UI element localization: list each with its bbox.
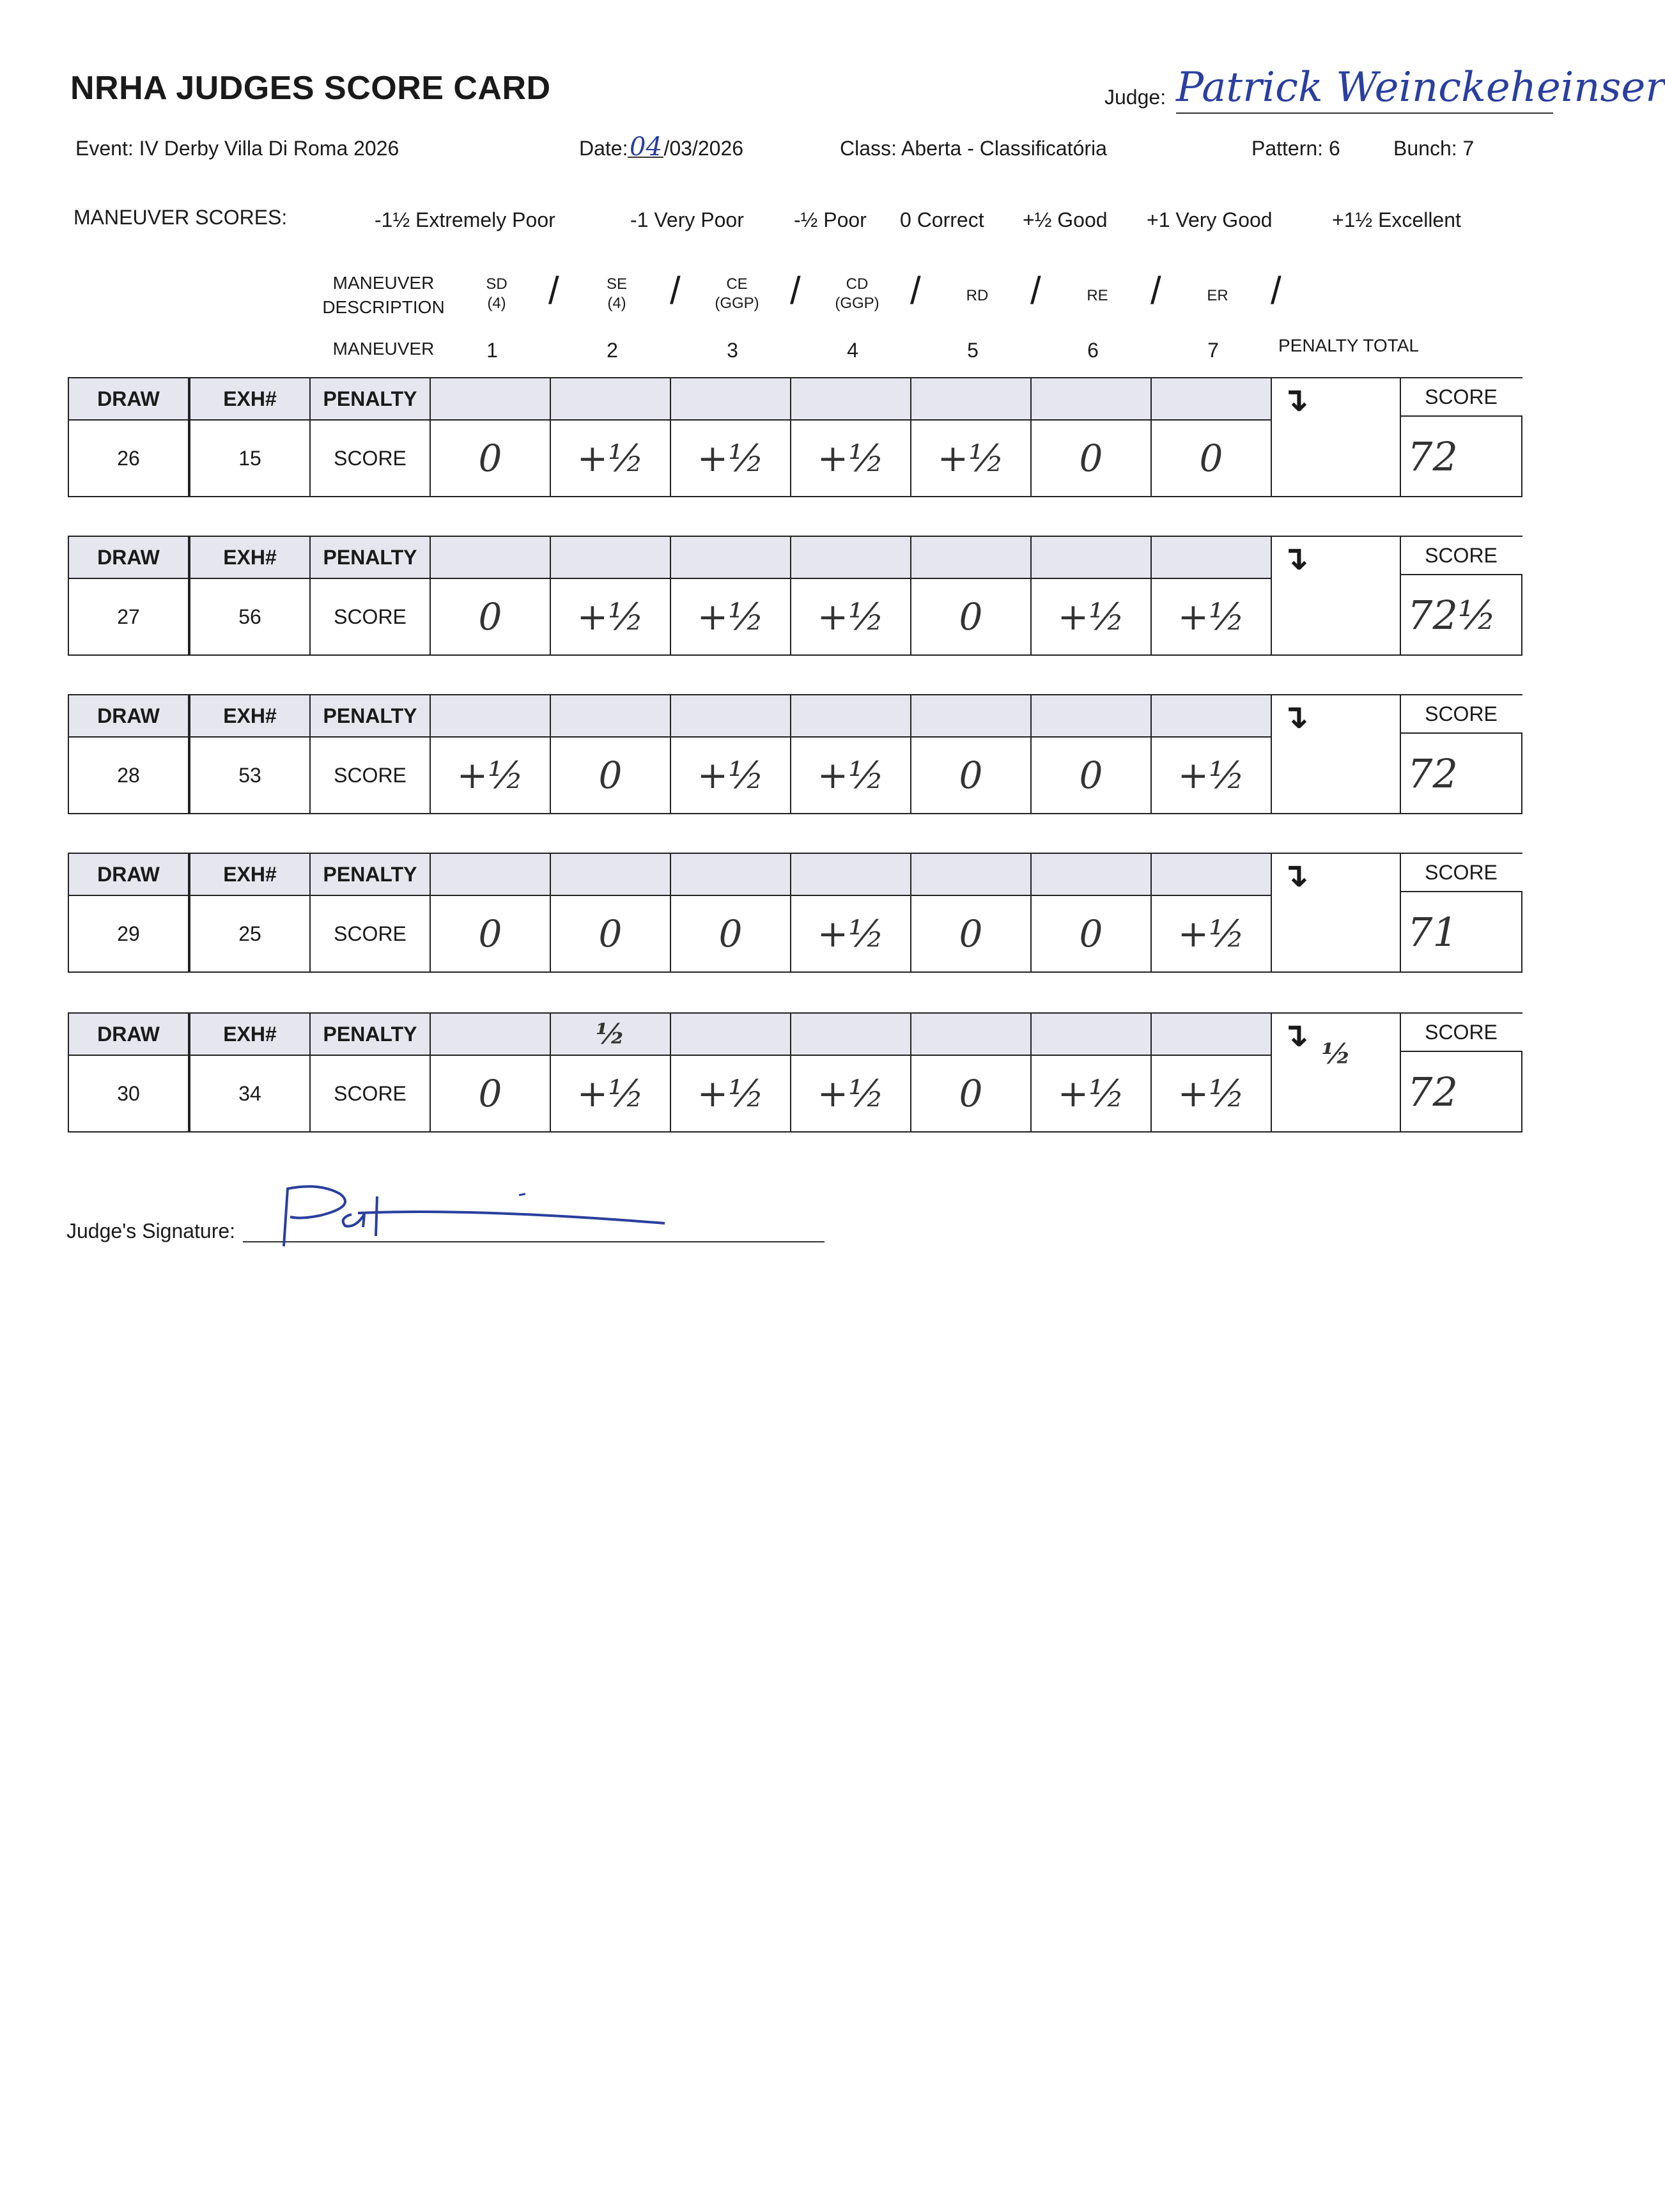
exh-header: EXH# [189,1012,311,1056]
maneuver-score-cell-1[interactable]: 0 [430,578,551,656]
penalty-cell-4[interactable] [790,694,911,738]
penalty-cell-1[interactable] [430,536,551,579]
exh-header: EXH# [189,536,311,579]
date-label: Date: [579,137,628,160]
maneuver-number-4: 4 [847,339,858,362]
penalty-cell-3[interactable] [670,1012,791,1056]
penalty-cell-2[interactable]: ½ [550,1012,671,1056]
maneuver-number-7: 7 [1207,339,1219,362]
score-card-entry [0,536,1565,657]
score-column-label: SCORE [1400,853,1522,891]
draw-header: DRAW [68,536,189,579]
score-card-entry [0,694,1565,816]
maneuver-code-7: ER [1207,287,1228,304]
draw-header: DRAW [68,853,189,896]
draw-header: DRAW [68,377,189,421]
legend-very-poor: -1 Very Poor [630,208,744,231]
signature-label: Judge's Signature: [66,1219,236,1242]
penalty-cell-6[interactable] [1030,377,1152,421]
score-row-label: SCORE [309,578,431,656]
penalty-total-label: PENALTY TOTAL [1278,336,1419,355]
maneuver-score-cell-4[interactable]: +½ [790,736,911,814]
pattern-info: Pattern: 6 [1251,137,1340,160]
legend-excellent: +1½ Excellent [1332,208,1461,231]
arrow-icon: ↴ [1281,382,1309,419]
legend-poor: -½ Poor [794,208,867,231]
maneuver-code-4: CD (GGP) [835,275,879,312]
penalty-cell-5[interactable] [910,377,1032,421]
maneuver-score-cell-1[interactable]: 0 [430,895,551,973]
penalty-cell-2[interactable] [550,853,671,896]
score-column-label: SCORE [1400,694,1522,732]
maneuver-score-cell-4[interactable]: +½ [790,1055,911,1133]
date-day-handwritten: 04 [628,137,663,158]
judge-name-handwritten: Patrick Weinckeheinser [1176,64,1665,111]
arrow-icon: ↴ [1281,857,1309,894]
penalty-cell-7[interactable] [1150,1012,1272,1056]
maneuver-score-cell-7[interactable]: +½ [1150,578,1272,656]
maneuver-code-1: SD (4) [486,275,507,312]
draw-header: DRAW [68,1012,189,1056]
maneuver-number-1: 1 [486,339,498,362]
legend-very-good: +1 Very Good [1147,208,1273,231]
maneuver-score-cell-6[interactable]: 0 [1030,895,1152,973]
score-row-label: SCORE [309,736,431,814]
divider-slash: / [910,269,921,312]
maneuver-score-cell-5[interactable]: 0 [910,578,1032,656]
draw-number: 27 [68,578,189,656]
maneuver-score-cell-4[interactable]: +½ [790,419,911,497]
class-info: Class: Aberta - Classificatória [840,137,1107,160]
maneuver-number-3: 3 [727,339,738,362]
penalty-cell-7[interactable] [1150,694,1272,738]
date-rest: /03/2026 [663,137,744,160]
maneuver-score-cell-3[interactable]: +½ [670,578,791,656]
maneuver-score-cell-7[interactable]: +½ [1150,1055,1272,1133]
draw-number: 29 [68,895,189,973]
exh-number: 25 [189,895,311,973]
penalty-cell-5[interactable] [910,694,1032,738]
penalty-cell-1[interactable] [430,377,551,421]
penalty-cell-3[interactable] [670,853,791,896]
penalty-header: PENALTY [309,1012,431,1056]
event-info: Event: IV Derby Villa Di Roma 2026 [75,137,399,160]
penalty-cell-2[interactable] [550,536,671,579]
final-score[interactable]: 72½ [1400,574,1522,656]
penalty-cell-4[interactable] [790,536,911,579]
penalty-header: PENALTY [309,377,431,421]
penalty-cell-6[interactable] [1030,536,1152,579]
exh-header: EXH# [189,377,311,421]
exh-header: EXH# [189,853,311,896]
score-row-label: SCORE [309,895,431,973]
penalty-cell-3[interactable] [670,536,791,579]
penalty-cell-4[interactable] [790,1012,911,1056]
penalty-total-cell[interactable] [1271,536,1401,656]
maneuver-score-cell-5[interactable]: 0 [910,895,1032,973]
maneuver-score-cell-6[interactable]: 0 [1030,736,1152,814]
maneuver-score-cell-5[interactable]: 0 [910,736,1032,814]
arrow-icon: ↴ [1281,540,1309,577]
penalty-cell-4[interactable] [790,853,911,896]
maneuver-description-label: MANEUVER DESCRIPTION [322,273,445,317]
exh-number: 34 [189,1055,311,1133]
final-score[interactable]: 72 [1400,415,1522,497]
draw-header: DRAW [68,694,189,738]
score-row-label: SCORE [309,1055,431,1133]
exh-number: 56 [189,578,311,656]
maneuver-score-cell-5[interactable]: 0 [910,1055,1032,1133]
maneuver-code-6: RE [1087,287,1108,304]
legend-correct: 0 Correct [900,208,984,231]
divider-slash: / [1030,269,1041,312]
draw-number: 26 [68,419,189,497]
divider-slash: / [1150,269,1161,312]
score-column-label: SCORE [1400,377,1522,415]
penalty-cell-5[interactable] [910,536,1032,579]
draw-number: 28 [68,736,189,814]
maneuver-score-cell-2[interactable]: 0 [550,895,671,973]
score-card-entry [0,377,1565,499]
maneuver-number-5: 5 [967,339,979,362]
penalty-header: PENALTY [309,853,431,896]
maneuver-score-cell-6[interactable]: 0 [1030,419,1152,497]
maneuver-score-cell-1[interactable]: 0 [430,1055,551,1133]
bunch-info: Bunch: 7 [1393,137,1475,160]
score-card-entry [0,1012,1565,1134]
penalty-total-cell[interactable] [1271,853,1401,973]
maneuver-score-cell-4[interactable]: +½ [790,578,911,656]
signature-mark [281,1182,678,1253]
penalty-cell-4[interactable] [790,377,911,421]
maneuver-scores-label: MANEUVER SCORES: [74,206,288,229]
maneuver-score-cell-5[interactable]: +½ [910,419,1032,497]
divider-slash: / [1271,269,1282,312]
maneuver-score-cell-3[interactable]: +½ [670,419,791,497]
penalty-cell-5[interactable] [910,1012,1032,1056]
divider-slash: / [790,269,801,312]
maneuver-score-cell-3[interactable]: 0 [670,895,791,973]
maneuver-score-cell-2[interactable]: +½ [550,578,671,656]
exh-number: 53 [189,736,311,814]
maneuver-score-cell-2[interactable]: +½ [550,1055,671,1133]
divider-slash: / [548,269,559,312]
arrow-icon: ↴ [1281,699,1309,736]
penalty-cell-3[interactable] [670,377,791,421]
judge-name-line [1176,112,1553,114]
penalty-cell-7[interactable] [1150,536,1272,579]
date-field [579,132,744,162]
score-card-entry [0,853,1565,974]
penalty-cell-2[interactable] [550,377,671,421]
page-title: NRHA JUDGES SCORE CARD [70,70,551,107]
maneuver-score-cell-6[interactable]: +½ [1030,1055,1152,1133]
maneuver-score-cell-7[interactable]: +½ [1150,736,1272,814]
penalty-total-cell[interactable] [1271,1012,1401,1133]
penalty-cell-7[interactable] [1150,377,1272,421]
penalty-cell-1[interactable] [430,1012,551,1056]
maneuver-code-3: CE (GGP) [715,275,759,312]
legend-good: +½ Good [1023,208,1108,231]
final-score[interactable]: 71 [1400,891,1522,973]
maneuver-label: MANEUVER [332,339,435,359]
maneuver-code-5: RD [966,287,989,304]
maneuver-score-cell-1[interactable]: 0 [430,419,551,497]
final-score[interactable]: 72 [1400,1051,1522,1133]
penalty-cell-1[interactable] [430,694,551,738]
penalty-cell-5[interactable] [910,853,1032,896]
penalty-header: PENALTY [309,536,431,579]
penalty-cell-6[interactable] [1030,694,1152,738]
maneuver-score-cell-1[interactable]: +½ [430,736,551,814]
penalty-total-value: ½ [1321,1038,1351,1071]
score-row-label: SCORE [309,419,431,497]
judge-label: Judge: [1104,86,1166,109]
exh-header: EXH# [189,694,311,738]
maneuver-code-2: SE (4) [606,275,627,312]
penalty-cell-6[interactable] [1030,1012,1152,1056]
penalty-total-cell[interactable] [1271,694,1401,814]
draw-number: 30 [68,1055,189,1133]
maneuver-number-2: 2 [607,339,618,362]
maneuver-score-cell-4[interactable]: +½ [790,895,911,973]
exh-number: 15 [189,419,311,497]
legend-extremely-poor: -1½ Extremely Poor [375,208,555,231]
maneuver-score-cell-3[interactable]: +½ [670,1055,791,1133]
maneuver-score-cell-2[interactable]: 0 [550,736,671,814]
penalty-cell-6[interactable] [1030,853,1152,896]
score-column-label: SCORE [1400,1012,1522,1051]
score-column-label: SCORE [1400,536,1522,574]
penalty-total-cell[interactable] [1271,377,1401,497]
penalty-cell-1[interactable] [430,853,551,896]
penalty-cell-3[interactable] [670,694,791,738]
penalty-header: PENALTY [309,694,431,738]
maneuver-score-cell-2[interactable]: +½ [550,419,671,497]
maneuver-score-cell-7[interactable]: 0 [1150,419,1272,497]
penalty-cell-7[interactable] [1150,853,1272,896]
penalty-cell-2[interactable] [550,694,671,738]
maneuver-score-cell-6[interactable]: +½ [1030,578,1152,656]
final-score[interactable]: 72 [1400,732,1522,814]
maneuver-number-6: 6 [1087,339,1099,362]
maneuver-score-cell-3[interactable]: +½ [670,736,791,814]
maneuver-score-cell-7[interactable]: +½ [1150,895,1272,973]
divider-slash: / [670,269,681,312]
arrow-icon: ↴ [1281,1017,1309,1054]
